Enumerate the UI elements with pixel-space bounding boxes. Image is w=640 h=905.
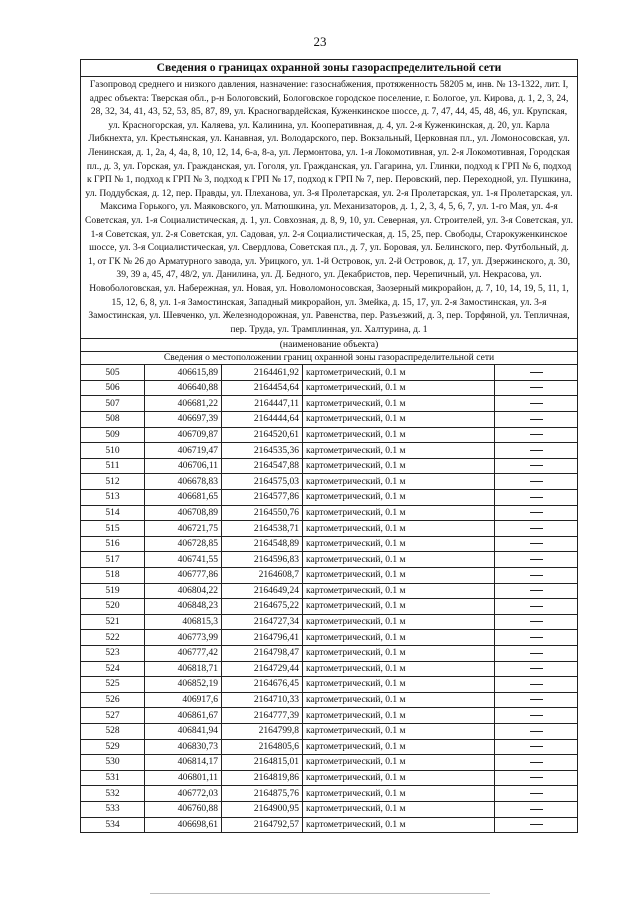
table-row <box>81 490 578 506</box>
table-row <box>81 677 578 693</box>
empty-dash-mark <box>530 403 543 404</box>
location-header: Сведения о местоположении границ охранной зоны газораспределительной сети <box>81 352 578 365</box>
table-row <box>81 536 578 552</box>
point-number-cell: 512 <box>81 474 145 490</box>
x-coordinate-cell: 406709,87 <box>145 427 222 443</box>
description-cell <box>495 630 578 646</box>
point-number-cell: 518 <box>81 568 145 584</box>
y-coordinate-cell: 2164798,47 <box>222 645 303 661</box>
point-number-cell: 524 <box>81 661 145 677</box>
point-number-cell: 513 <box>81 490 145 506</box>
table-row <box>81 427 578 443</box>
x-coordinate-cell: 406777,86 <box>145 568 222 584</box>
empty-dash-mark <box>530 450 543 451</box>
empty-dash-mark <box>530 559 543 560</box>
x-coordinate-cell: 406678,83 <box>145 474 222 490</box>
description-cell <box>495 443 578 459</box>
description-cell <box>495 583 578 599</box>
x-coordinate-cell: 406852,19 <box>145 677 222 693</box>
empty-dash-mark <box>530 653 543 654</box>
point-number-cell: 532 <box>81 786 145 802</box>
point-number-cell: 514 <box>81 505 145 521</box>
method-cell: картометрический, 0.1 м <box>303 521 495 537</box>
description-cell <box>495 568 578 584</box>
description-cell <box>495 474 578 490</box>
point-number-cell: 506 <box>81 380 145 396</box>
empty-dash-mark <box>530 684 543 685</box>
table-body <box>81 60 578 833</box>
empty-dash-mark <box>530 434 543 435</box>
point-number-cell: 511 <box>81 458 145 474</box>
description-cell <box>495 692 578 708</box>
method-cell: картометрический, 0.1 м <box>303 755 495 771</box>
description-cell <box>495 614 578 630</box>
method-cell: картометрический, 0.1 м <box>303 458 495 474</box>
empty-dash-mark <box>530 699 543 700</box>
y-coordinate-cell: 2164799,8 <box>222 723 303 739</box>
description-cell <box>495 536 578 552</box>
empty-dash-mark <box>530 497 543 498</box>
object-description: Газопровод среднего и низкого давления, назначение: газоснабжения, протяженность 58205 м, инв. № 13-1322, лит. I, адрес объекта: Тверская обл., р-н Бологовский, Бологовское городское поселение, г. Бологое, ул. Кирова, д. 1, 2, 3, 24, 28, 32, 34, 41, 43, 52, 53, 85, 87, 89, ул. Красногвардейская, Куженкинское шоссе, д. 7, 47, 44, 45, 48, 46, ул. Крупская, ул. Красногорская, ул. Каляева, ул. Калинина, ул. Кооперативная, д. 4, ул. 2-я Куженкинская, д. 20, ул. Карла Либкнехта, ул. Крестьянская, ул. Канавная, ул. Володарского, пер. Вокзальный, Церковная пл., ул. Ломоносовская, ул. Ленинская, д. 1, 2а, 4, 4а, 8, 10, 12, 14, 6-а, 8-а, ул. Лермонтова, ул. 1-я Локомотивная, ул. 2-я Локомотивная, Городская пл., д. 3, ул. Горская, ул. Гражданская, ул. Гоголя, ул. Гражданская, ул. Гагарина, ул. Глинки, подход к ГРП № 6, подход к ГРП № 1, подход к ГРП № 3, подход к ГРП № 17, подход к ГРП № 7, пер. Перовский, пер. Переходной, ул. Пушкина, ул. Поддубская, д. 12, пер. Правды, ул. Плеханова, ул. 3-я Пролетарская, ул. 2-я Пролетарская, ул. 1-я Пролетарская, ул. Максима Горького, ул. Маяковского, ул. Матюшкина, ул. Механизаторов, д. 1, 2, 3, 4, 5, 6, 7, ул. 1-го Мая, ул. 4-я Советская, ул. 1-я Социалистическая, д. 1, ул. Совхозная, д. 8, 9, 10, ул. Северная, ул. Строителей, ул. 3-я Советская, ул. 1-я Советская, ул. 2-я Советская, ул. Садовая, ул. 2-я Социалистическая, д. 15, 25, пер. Свободы, Старокуженкинское шоссе, ул. 3-я Социалистическая, ул. Свердлова, Советская пл., д. 7, ул. Боровая, ул. Белинского, пер. Футбольный, д. 1, от ГК № 26 до Арматурного завода, ул. Урицкого, ул. 1-й Островок, ул. 2-й Островок, д. 17, ул. Дзержинского, д. 30, 39, 39 а, 45, 47, 48/2, ул. Данилина, ул. Д. Бедного, ул. Декабристов, пер. Черепичный, ул. Некрасова, ул. Новобологовская, ул. Набережная, ул. Новая, ул. Новоломоносовская, Заозерный микрорайон, д. 7, 10, 14, 19, 5, 11, 1, 15, 12, 6, 8, ул. 1-я Замостинская, Западный микрорайон, ул. Змейка, д. 15, 17, ул. 2-я Замостинская, ул. 3-я Замостинская, ул. Шевченко, ул. Железнодорожная, ул. Равенства, пер. Разъезжий, д. 3, пер. Торфяной, ул. Тепличная, пер. Труда, ул. Трамплинная, ул. Халтурина, д. 1 <box>81 77 578 339</box>
y-coordinate-cell: 2164796,41 <box>222 630 303 646</box>
table-row <box>81 645 578 661</box>
method-cell: картометрический, 0.1 м <box>303 427 495 443</box>
y-coordinate-cell: 2164900,95 <box>222 801 303 817</box>
description-cell <box>495 552 578 568</box>
x-coordinate-cell: 406681,22 <box>145 396 222 412</box>
y-coordinate-cell: 2164447,11 <box>222 396 303 412</box>
y-coordinate-cell: 2164454,64 <box>222 380 303 396</box>
table-row <box>81 505 578 521</box>
y-coordinate-cell: 2164577,86 <box>222 490 303 506</box>
x-coordinate-cell: 406681,65 <box>145 490 222 506</box>
point-number-cell: 531 <box>81 770 145 786</box>
empty-dash-mark <box>530 528 543 529</box>
y-coordinate-cell: 2164875,76 <box>222 786 303 802</box>
table-row <box>81 786 578 802</box>
point-number-cell: 517 <box>81 552 145 568</box>
description-cell <box>495 661 578 677</box>
empty-dash-mark <box>530 387 543 388</box>
x-coordinate-cell: 406640,88 <box>145 380 222 396</box>
table-row <box>81 770 578 786</box>
y-coordinate-cell: 2164520,61 <box>222 427 303 443</box>
point-number-cell: 529 <box>81 739 145 755</box>
point-number-cell: 530 <box>81 755 145 771</box>
y-coordinate-cell: 2164608,7 <box>222 568 303 584</box>
method-cell: картометрический, 0.1 м <box>303 505 495 521</box>
y-coordinate-cell: 2164792,57 <box>222 817 303 833</box>
method-cell: картометрический, 0.1 м <box>303 677 495 693</box>
description-cell <box>495 490 578 506</box>
empty-dash-mark <box>530 372 543 373</box>
empty-dash-mark <box>530 793 543 794</box>
method-cell: картометрический, 0.1 м <box>303 739 495 755</box>
method-cell: картометрический, 0.1 м <box>303 645 495 661</box>
empty-dash-mark <box>530 465 543 466</box>
y-coordinate-cell: 2164535,36 <box>222 443 303 459</box>
y-coordinate-cell: 2164596,83 <box>222 552 303 568</box>
description-cell <box>495 739 578 755</box>
table-row <box>81 599 578 615</box>
empty-dash-mark <box>530 637 543 638</box>
table-row <box>81 583 578 599</box>
point-number-cell: 525 <box>81 677 145 693</box>
point-number-cell: 515 <box>81 521 145 537</box>
point-number-cell: 507 <box>81 396 145 412</box>
empty-dash-mark <box>530 606 543 607</box>
point-number-cell: 528 <box>81 723 145 739</box>
method-cell: картометрический, 0.1 м <box>303 801 495 817</box>
y-coordinate-cell: 2164729,44 <box>222 661 303 677</box>
method-cell: картометрический, 0.1 м <box>303 770 495 786</box>
description-cell <box>495 521 578 537</box>
scan-edge-line <box>150 893 490 894</box>
method-cell: картометрический, 0.1 м <box>303 708 495 724</box>
x-coordinate-cell: 406917,6 <box>145 692 222 708</box>
x-coordinate-cell: 406721,75 <box>145 521 222 537</box>
description-cell <box>495 786 578 802</box>
method-cell: картометрический, 0.1 м <box>303 380 495 396</box>
boundary-document <box>80 59 577 833</box>
point-number-cell: 505 <box>81 365 145 381</box>
description-cell <box>495 817 578 833</box>
description-cell <box>495 770 578 786</box>
point-number-cell: 527 <box>81 708 145 724</box>
y-coordinate-cell: 2164675,22 <box>222 599 303 615</box>
method-cell: картометрический, 0.1 м <box>303 568 495 584</box>
y-coordinate-cell: 2164710,33 <box>222 692 303 708</box>
x-coordinate-cell: 406804,22 <box>145 583 222 599</box>
empty-dash-mark <box>530 715 543 716</box>
y-coordinate-cell: 2164548,89 <box>222 536 303 552</box>
y-coordinate-cell: 2164819,86 <box>222 770 303 786</box>
point-number-cell: 533 <box>81 801 145 817</box>
x-coordinate-cell: 406760,88 <box>145 801 222 817</box>
point-number-cell: 509 <box>81 427 145 443</box>
description-cell <box>495 677 578 693</box>
method-cell: картометрический, 0.1 м <box>303 474 495 490</box>
empty-dash-mark <box>530 668 543 669</box>
y-coordinate-cell: 2164550,76 <box>222 505 303 521</box>
point-number-cell: 516 <box>81 536 145 552</box>
method-cell: картометрический, 0.1 м <box>303 614 495 630</box>
method-cell: картометрический, 0.1 м <box>303 692 495 708</box>
empty-dash-mark <box>530 762 543 763</box>
empty-dash-mark <box>530 809 543 810</box>
x-coordinate-cell: 406615,89 <box>145 365 222 381</box>
table-row <box>81 412 578 428</box>
point-number-cell: 521 <box>81 614 145 630</box>
point-number-cell: 534 <box>81 817 145 833</box>
table-row <box>81 521 578 537</box>
description-cell <box>495 708 578 724</box>
table-row <box>81 458 578 474</box>
empty-dash-mark <box>530 731 543 732</box>
x-coordinate-cell: 406861,67 <box>145 708 222 724</box>
method-cell: картометрический, 0.1 м <box>303 365 495 381</box>
empty-dash-mark <box>530 575 543 576</box>
y-coordinate-cell: 2164777,39 <box>222 708 303 724</box>
point-number-cell: 522 <box>81 630 145 646</box>
table-row <box>81 396 578 412</box>
table-row <box>81 630 578 646</box>
x-coordinate-cell: 406777,42 <box>145 645 222 661</box>
empty-dash-mark <box>530 543 543 544</box>
x-coordinate-cell: 406728,85 <box>145 536 222 552</box>
table-row <box>81 552 578 568</box>
description-cell <box>495 412 578 428</box>
y-coordinate-cell: 2164444,64 <box>222 412 303 428</box>
table-row <box>81 614 578 630</box>
table-row <box>81 755 578 771</box>
empty-dash-mark <box>530 590 543 591</box>
method-cell: картометрический, 0.1 м <box>303 536 495 552</box>
table-row <box>81 739 578 755</box>
description-cell <box>495 505 578 521</box>
method-cell: картометрический, 0.1 м <box>303 661 495 677</box>
method-cell: картометрический, 0.1 м <box>303 583 495 599</box>
description-cell <box>495 755 578 771</box>
y-coordinate-cell: 2164538,71 <box>222 521 303 537</box>
object-caption: (наименование объекта) <box>81 339 578 352</box>
y-coordinate-cell: 2164676,45 <box>222 677 303 693</box>
table-row <box>81 380 578 396</box>
y-coordinate-cell: 2164727,34 <box>222 614 303 630</box>
y-coordinate-cell: 2164547,88 <box>222 458 303 474</box>
page-number: 23 <box>313 34 327 49</box>
method-cell: картометрический, 0.1 м <box>303 396 495 412</box>
x-coordinate-cell: 406814,17 <box>145 755 222 771</box>
empty-dash-mark <box>530 512 543 513</box>
empty-dash-mark <box>530 777 543 778</box>
method-cell: картометрический, 0.1 м <box>303 599 495 615</box>
x-coordinate-cell: 406698,61 <box>145 817 222 833</box>
table-row <box>81 708 578 724</box>
document-title: Сведения о границах охранной зоны газораспределительной сети <box>81 60 578 77</box>
x-coordinate-cell: 406841,94 <box>145 723 222 739</box>
x-coordinate-cell: 406697,39 <box>145 412 222 428</box>
boundary-table <box>80 59 578 833</box>
empty-dash-mark <box>530 621 543 622</box>
table-row <box>81 661 578 677</box>
method-cell: картометрический, 0.1 м <box>303 443 495 459</box>
point-number-cell: 523 <box>81 645 145 661</box>
x-coordinate-cell: 406741,55 <box>145 552 222 568</box>
x-coordinate-cell: 406848,23 <box>145 599 222 615</box>
description-cell <box>495 645 578 661</box>
x-coordinate-cell: 406818,71 <box>145 661 222 677</box>
x-coordinate-cell: 406772,03 <box>145 786 222 802</box>
point-number-cell: 508 <box>81 412 145 428</box>
table-row <box>81 474 578 490</box>
method-cell: картометрический, 0.1 м <box>303 723 495 739</box>
point-number-cell: 519 <box>81 583 145 599</box>
table-row <box>81 568 578 584</box>
empty-dash-mark <box>530 481 543 482</box>
empty-dash-mark <box>530 419 543 420</box>
description-cell <box>495 365 578 381</box>
table-row <box>81 365 578 381</box>
table-row <box>81 692 578 708</box>
y-coordinate-cell: 2164815,01 <box>222 755 303 771</box>
y-coordinate-cell: 2164575,03 <box>222 474 303 490</box>
table-row <box>81 817 578 833</box>
description-cell <box>495 801 578 817</box>
description-cell <box>495 427 578 443</box>
method-cell: картометрический, 0.1 м <box>303 552 495 568</box>
x-coordinate-cell: 406801,11 <box>145 770 222 786</box>
table-row <box>81 443 578 459</box>
y-coordinate-cell: 2164461,92 <box>222 365 303 381</box>
method-cell: картометрический, 0.1 м <box>303 630 495 646</box>
description-cell <box>495 380 578 396</box>
x-coordinate-cell: 406830,73 <box>145 739 222 755</box>
point-number-cell: 520 <box>81 599 145 615</box>
x-coordinate-cell: 406773,99 <box>145 630 222 646</box>
y-coordinate-cell: 2164649,24 <box>222 583 303 599</box>
method-cell: картометрический, 0.1 м <box>303 817 495 833</box>
method-cell: картометрический, 0.1 м <box>303 786 495 802</box>
description-cell <box>495 599 578 615</box>
description-cell <box>495 723 578 739</box>
table-row <box>81 723 578 739</box>
point-number-cell: 526 <box>81 692 145 708</box>
description-cell <box>495 396 578 412</box>
x-coordinate-cell: 406719,47 <box>145 443 222 459</box>
x-coordinate-cell: 406706,11 <box>145 458 222 474</box>
empty-dash-mark <box>530 746 543 747</box>
method-cell: картометрический, 0.1 м <box>303 412 495 428</box>
x-coordinate-cell: 406815,3 <box>145 614 222 630</box>
empty-dash-mark <box>530 824 543 825</box>
x-coordinate-cell: 406708,89 <box>145 505 222 521</box>
y-coordinate-cell: 2164805,6 <box>222 739 303 755</box>
method-cell: картометрический, 0.1 м <box>303 490 495 506</box>
description-cell <box>495 458 578 474</box>
point-number-cell: 510 <box>81 443 145 459</box>
table-row <box>81 801 578 817</box>
